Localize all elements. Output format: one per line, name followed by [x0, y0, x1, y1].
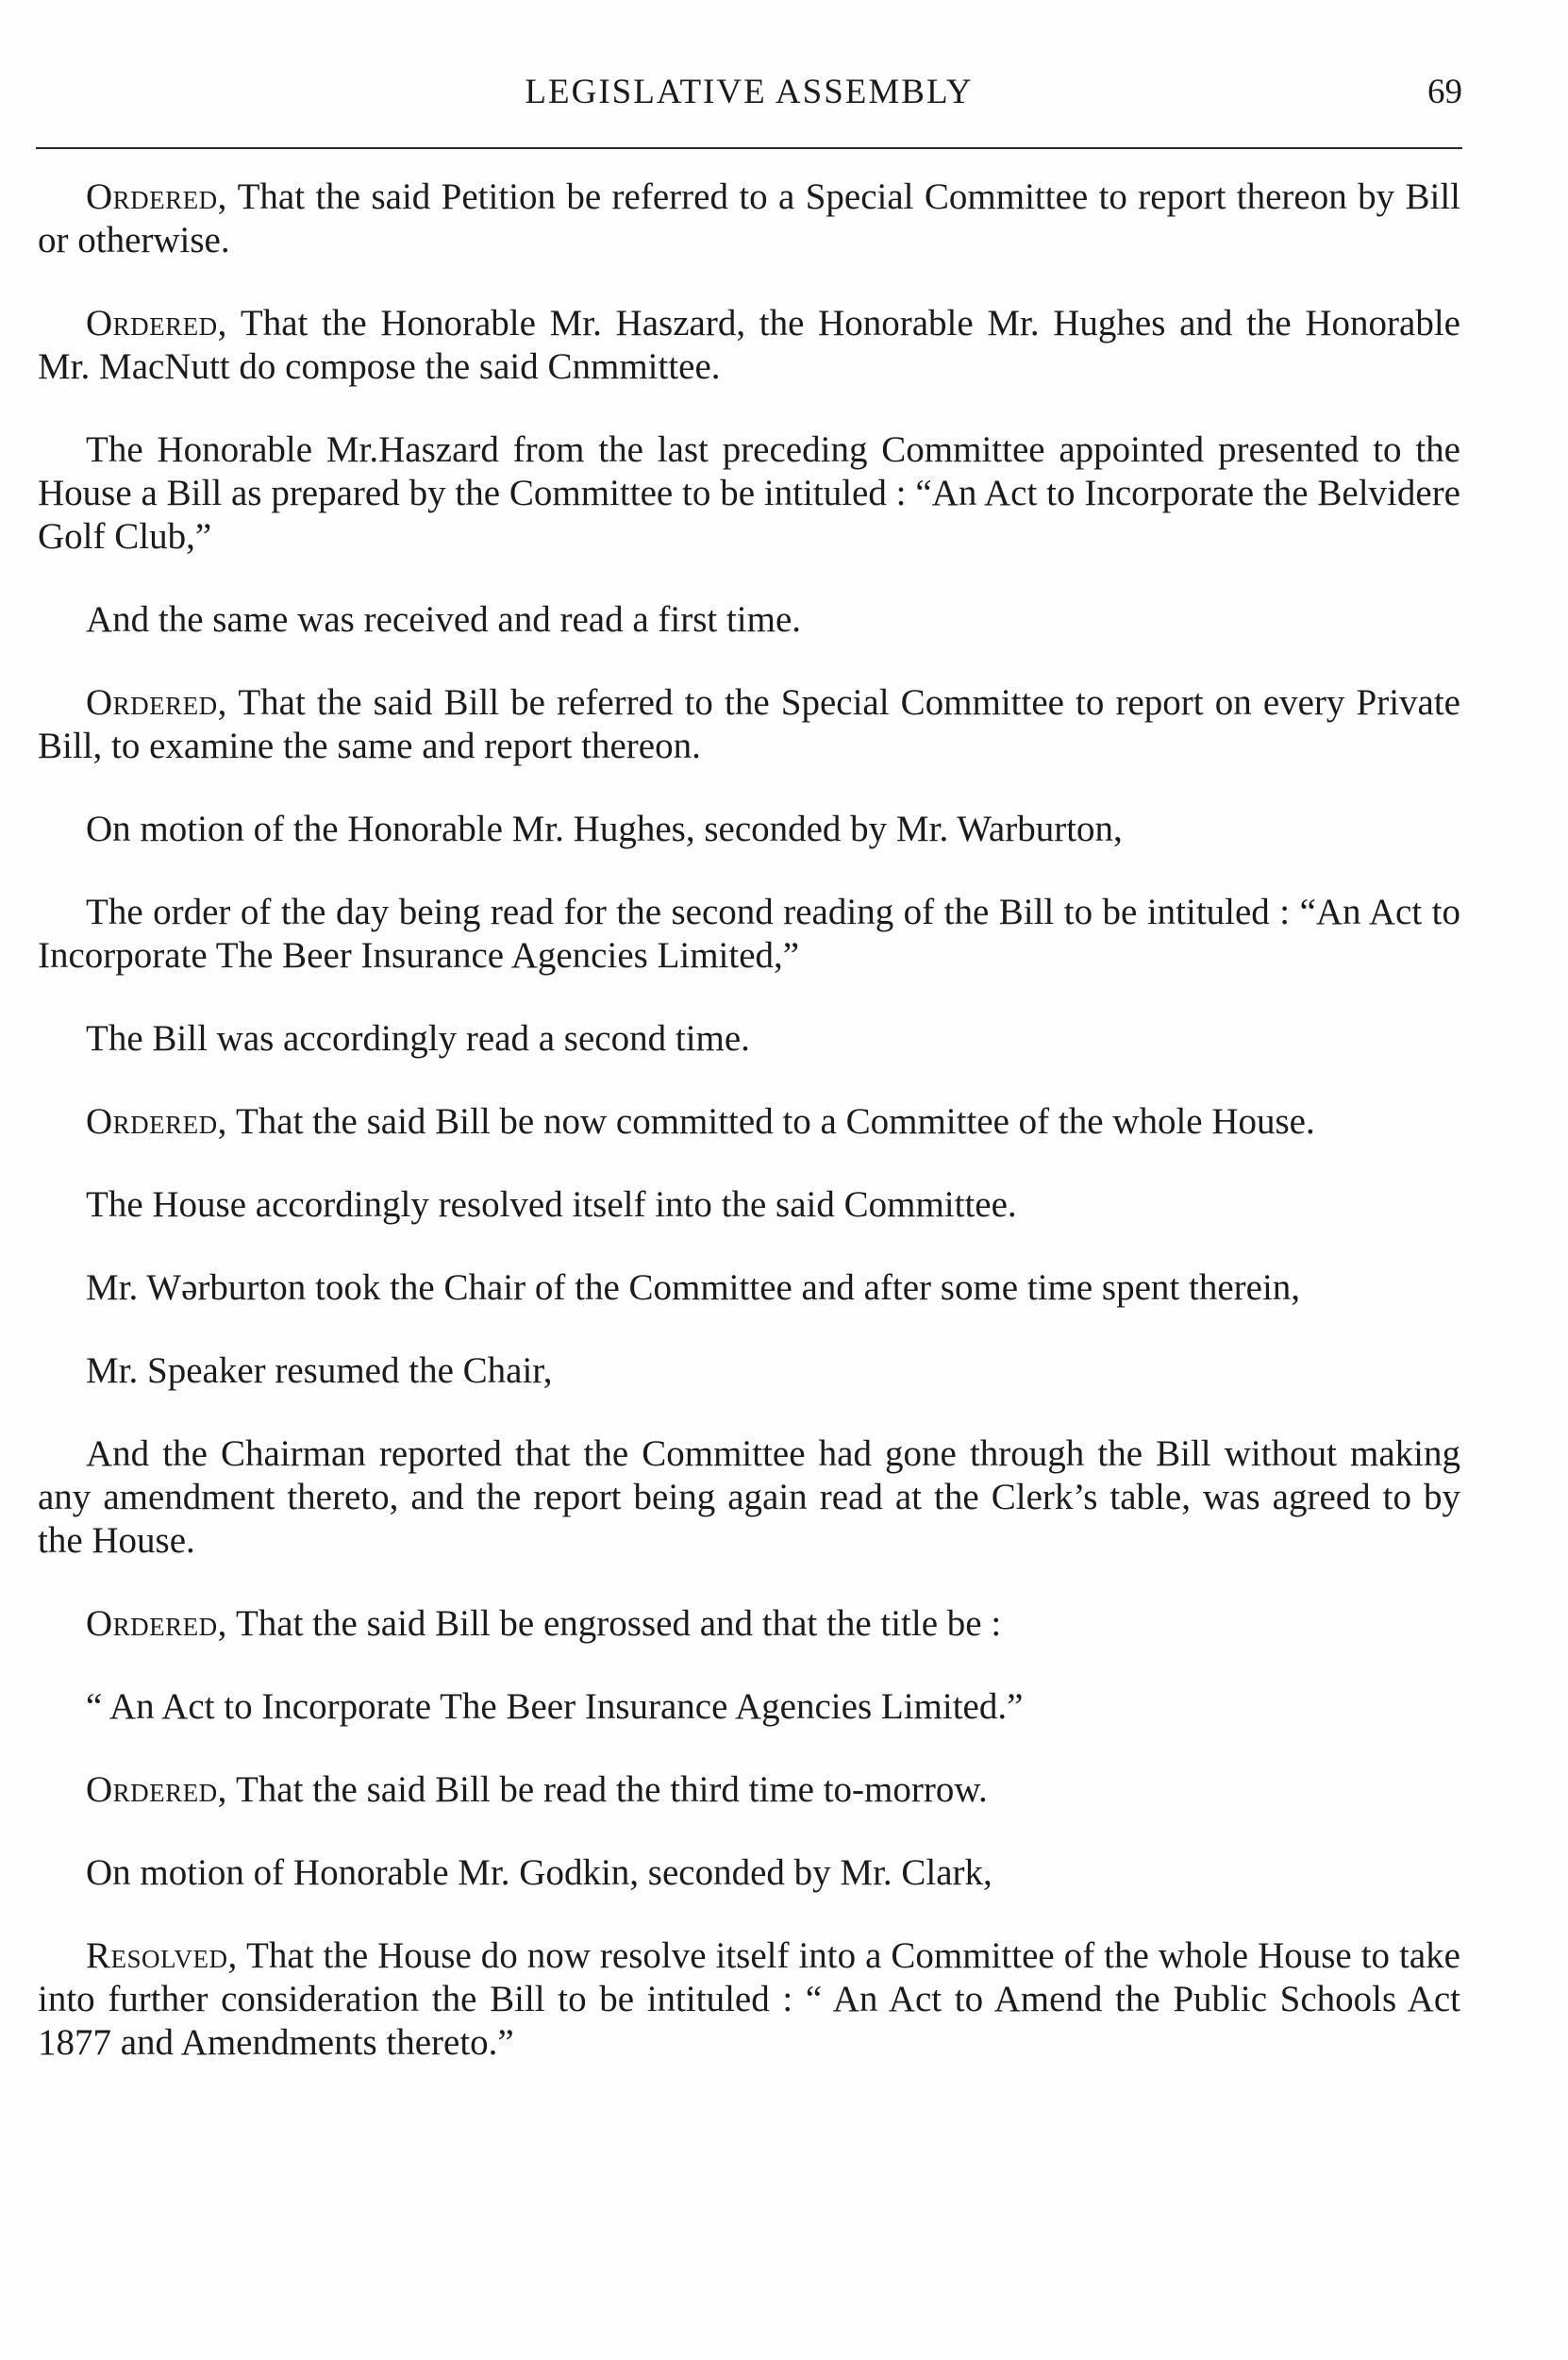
header-rule: [36, 147, 1462, 149]
paragraph-text: That the said Petition be referred to a Special Committee to report thereon by Bill or otherwise.: [38, 176, 1460, 260]
paragraph: [38, 176, 1460, 262]
paragraph-text: Mr. Speaker resumed the Chair,: [86, 1350, 553, 1391]
paragraph-text: Mr. Wərburton took the Chair of the Committee and after some time spent therein,: [86, 1267, 1301, 1308]
paragraph: [38, 1768, 1460, 1812]
paragraph-text: And the Chairman reported that the Committee had gone through the Bill without making any amendment thereto, and the report being again read at the Clerk’s table, was agreed to by the House.: [38, 1433, 1460, 1561]
paragraph: [38, 1851, 1460, 1895]
paragraph: [38, 598, 1460, 642]
bill-title: [38, 1685, 1460, 1729]
paragraph-lead: Ordered,: [86, 176, 227, 217]
paragraph-text: That the said Bill be engrossed and that the title be :: [226, 1603, 1002, 1644]
paragraph-lead: Ordered,: [86, 1769, 227, 1810]
paragraph: [38, 1183, 1460, 1227]
paragraph-text: The House accordingly resolved itself into the said Committee.: [86, 1184, 1017, 1225]
paragraph-lead: Resolved,: [86, 1935, 238, 1976]
running-title: LEGISLATIVE ASSEMBLY: [525, 73, 974, 111]
paragraph: [38, 1934, 1460, 2065]
paragraph-text: That the Honorable Mr. Haszard, the Honorable Mr. Hughes and the Honorable Mr. MacNutt do compose the said Cnmmittee.: [38, 303, 1460, 387]
paragraph-text: That the House do now resolve itself into a Committee of the whole House to take into further consideration the Bill to be intituled : “ An Act to Amend the Public Schools Act 1877 and Amendments thereto.”: [38, 1935, 1460, 2063]
paragraph-text: That the said Bill be now committed to a Committee of the whole House.: [226, 1101, 1315, 1142]
paragraph: [38, 1100, 1460, 1144]
paragraph-text: On motion of the Honorable Mr. Hughes, seconded by Mr. Warburton,: [86, 809, 1123, 849]
paragraph-lead: Ordered,: [86, 1603, 227, 1644]
paragraph-text: The Honorable Mr.Haszard from the last preceding Committee appointed presented to the House a Bill as prepared by the Committee to be intituled : “An Act to Incorporate the Belvidere Golf Club,”: [38, 429, 1460, 557]
paragraph: [38, 681, 1460, 768]
paragraph-text: That the said Bill be referred to the Special Committee to report on every Private Bill, to examine the same and report thereon.: [38, 682, 1460, 766]
paragraph: [38, 1266, 1460, 1310]
paragraph-text: The order of the day being read for the second reading of the Bill to be intituled : “An Act to Incorporate The Beer Insurance Agencies Limited,”: [38, 892, 1460, 976]
paragraph-lead: Ordered,: [86, 303, 227, 343]
paragraph: [38, 891, 1460, 978]
paragraph: [38, 1602, 1460, 1646]
paragraph-lead: Ordered,: [86, 682, 227, 723]
paragraph-text: That the said Bill be read the third time to-morrow.: [226, 1769, 988, 1810]
paragraph: [38, 808, 1460, 851]
paragraph-text: The Bill was accordingly read a second time.: [86, 1018, 750, 1059]
paragraph: [38, 302, 1460, 389]
page-number: 69: [1427, 73, 1462, 111]
paragraph-lead: Ordered,: [86, 1101, 227, 1142]
journal-body: [38, 176, 1460, 2104]
paragraph: [38, 1349, 1460, 1393]
paragraph-text: On motion of Honorable Mr. Godkin, seconded by Mr. Clark,: [86, 1852, 993, 1893]
page-header: [36, 64, 1462, 121]
paragraph: [38, 1432, 1460, 1563]
paragraph-text: And the same was received and read a first time.: [86, 599, 802, 640]
paragraph: [38, 1017, 1460, 1061]
paragraph-text: “ An Act to Incorporate The Beer Insurance Agencies Limited.”: [86, 1686, 1024, 1727]
paragraph: [38, 428, 1460, 559]
